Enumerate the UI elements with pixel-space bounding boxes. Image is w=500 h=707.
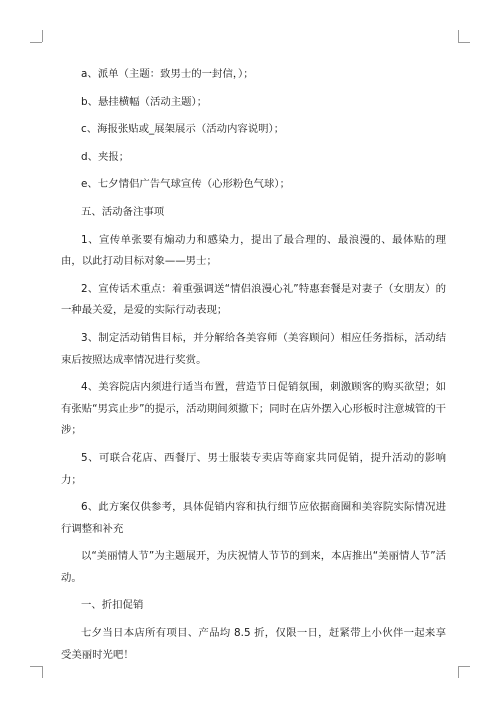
paragraph: 1、宣传单张要有煽动力和感染力，提出了最合理的、最浪漫的、最体贴的理由，以此打动目标对象——男士；	[61, 233, 446, 268]
paragraph: 3、制定活动销售目标，并分解给各美容师（美容顾问）相应任务指标，活动结束后按照达成率情况进行奖赏。	[61, 331, 446, 366]
paragraph: e、七夕情侣广告气球宣传（心形粉色气球）；	[81, 178, 291, 191]
section-heading: 一、折扣促销	[81, 599, 144, 612]
paragraph: c、海报张贴或_展架展示（活动内容说明）；	[81, 123, 285, 136]
paragraph: d、夹报；	[81, 150, 130, 163]
crop-mark-bottom-left-v	[42, 666, 43, 678]
paragraph: b、悬挂横幅（活动主题）；	[81, 95, 208, 108]
crop-mark-top-right-v	[458, 30, 459, 42]
crop-mark-top-left-v	[42, 30, 43, 42]
crop-mark-bottom-right-v	[458, 666, 459, 678]
crop-mark-top-right-h	[458, 42, 470, 43]
paragraph: 4、美容院店内须进行适当布置，营造节日促销氛围，刺激顾客的购买欲望；如有张贴“男宾止步”的提示，活动期间须撤下；同时在店外摆入心形板时注意城管的干涉；	[61, 381, 446, 437]
paragraph: 以“美丽情人节”为主题展开，为庆祝情人节节的到来，本店推出“美丽情人节”活动。	[61, 550, 446, 584]
paragraph: 2、宣传话术重点：着重强调送“情侣浪漫心礼”特惠套餐是对妻子（女朋友）的一种最关爱，是爱的实际行动表现；	[61, 282, 446, 317]
paragraph: 6、此方案仅供参考，具体促销内容和执行细节应依据商圈和美容院实际情况进行调整和补充	[61, 501, 446, 535]
crop-mark-top-left-h	[30, 42, 42, 43]
document-body	[61, 64, 446, 672]
paragraph: a、派单（主题：致男士的一封信，）；	[81, 68, 254, 80]
crop-mark-bottom-left-h	[30, 666, 42, 667]
paragraph: 5、可联合花店、西餐厅、男士服装专卖店等商家共同促销，提升活动的影响力；	[61, 451, 446, 486]
section-heading: 五、活动备注事项	[81, 205, 165, 218]
paragraph: 七夕当日本店所有项目、产品均 8.5 折，仅限一日，赶紧带上小伙伴一起来享受美丽时光吧！	[61, 627, 446, 661]
crop-mark-bottom-right-h	[458, 666, 470, 667]
